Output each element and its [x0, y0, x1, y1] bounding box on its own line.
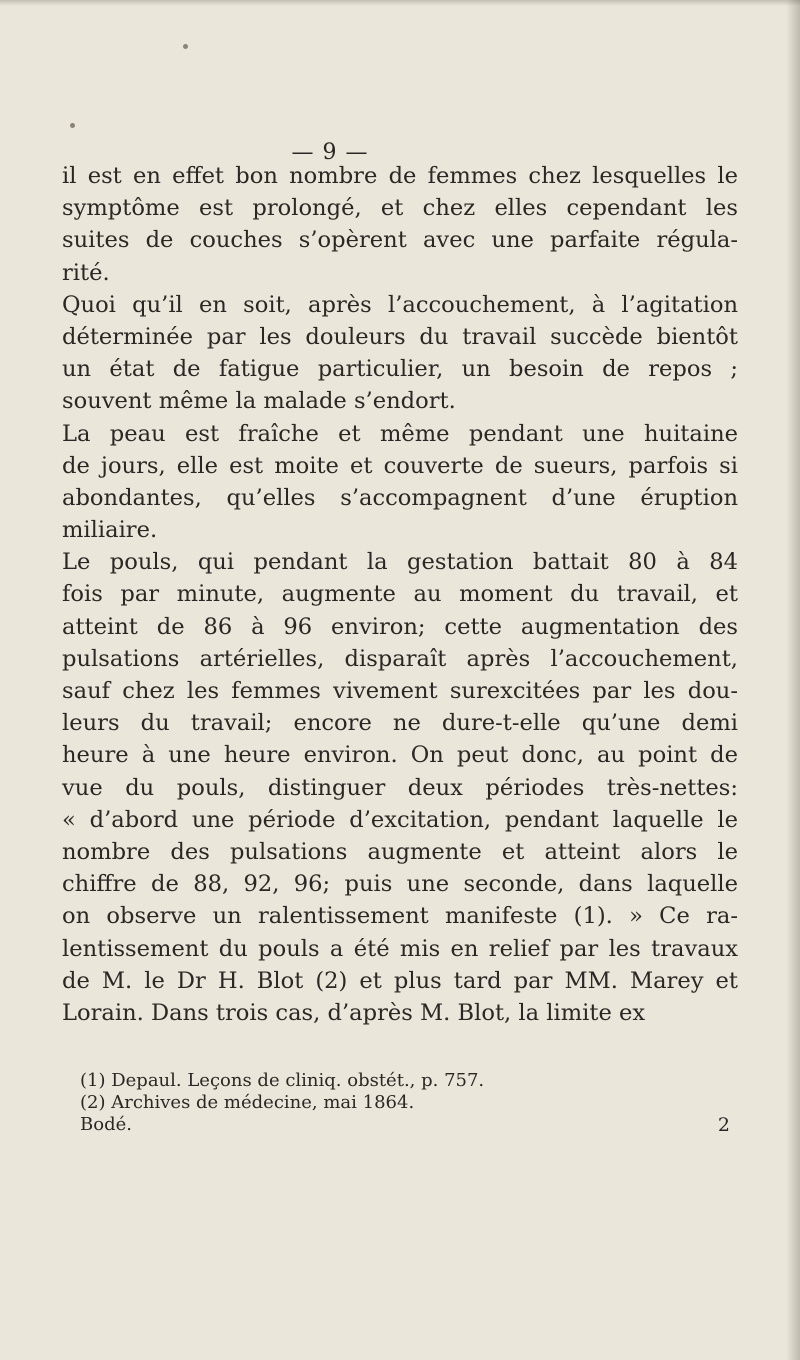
text-line: pulsations artérielles, disparaît après l’accouchement,	[62, 645, 738, 672]
ink-speck	[183, 44, 188, 49]
page-edge-shadow	[786, 0, 800, 1360]
text-line: leurs du travail; encore ne dure-t-elle qu’une demi	[62, 710, 738, 737]
text-line: nombre des pulsations augmente et atteint alors le	[62, 838, 738, 865]
text-line: heure à une heure environ. On peut donc, au point de	[62, 742, 738, 769]
printer-signature: Bodé.	[80, 1114, 132, 1135]
text-line: sauf chez les femmes vivement surexcitées par les dou-	[62, 678, 738, 704]
text-line: lentissement du pouls a été mis en relief par les travaux	[62, 935, 738, 962]
page-top-shadow	[0, 0, 800, 6]
text-line: un état de fatigue particulier, un besoin de repos ;	[62, 356, 738, 383]
text-line: atteint de 86 à 96 environ; cette augmentation des	[62, 613, 738, 640]
signature-row	[80, 1114, 730, 1136]
footnote: (2) Archives de médecine, mai 1864.	[80, 1092, 415, 1113]
text-line: Quoi qu’il en soit, après l’accouchement, à l’agitation	[62, 291, 738, 318]
text-line: « d’abord une période d’excitation, pendant laquelle le	[62, 806, 738, 833]
footnotes	[80, 1070, 730, 1136]
text-line: fois par minute, augmente au moment du travail, et	[62, 581, 738, 608]
footnote: (1) Depaul. Leçons de cliniq. obstét., p. 757.	[80, 1070, 485, 1091]
text-line: symptôme est prolongé, et chez elles cependant les	[62, 195, 738, 222]
text-line: rité.	[62, 259, 110, 286]
text-line: La peau est fraîche et même pendant une huitaine	[62, 420, 738, 447]
text-line: déterminée par les douleurs du travail succède bientôt	[62, 323, 738, 350]
text-line: miliaire.	[62, 517, 158, 544]
text-line: abondantes, qu’elles s’accompagnent d’une éruption	[62, 484, 738, 511]
text-line: Lorain. Dans trois cas, d’après M. Blot, la limite ex	[62, 999, 646, 1026]
ink-speck	[70, 123, 75, 128]
text-line: il est en effet bon nombre de femmes chez lesquelles le	[62, 163, 738, 189]
text-line: chiffre de 88, 92, 96; puis une seconde, dans laquelle	[62, 871, 738, 898]
signature-mark: 2	[717, 1114, 730, 1136]
text-line: souvent même la malade s’endort.	[62, 388, 456, 415]
text-line: de jours, elle est moite et couverte de sueurs, parfois si	[62, 452, 738, 479]
text-line: suites de couches s’opèrent avec une parfaite régula-	[62, 227, 738, 254]
page-number: — 9 —	[291, 140, 369, 165]
text-line: on observe un ralentissement manifeste (1). » Ce ra-	[62, 903, 738, 930]
text-line: vue du pouls, distinguer deux périodes très-nettes:	[62, 774, 738, 801]
text-line: Le pouls, qui pendant la gestation battait 80 à 84	[62, 549, 738, 576]
body-text	[62, 160, 738, 1029]
text-line: de M. le Dr H. Blot (2) et plus tard par MM. Marey et	[62, 967, 738, 994]
